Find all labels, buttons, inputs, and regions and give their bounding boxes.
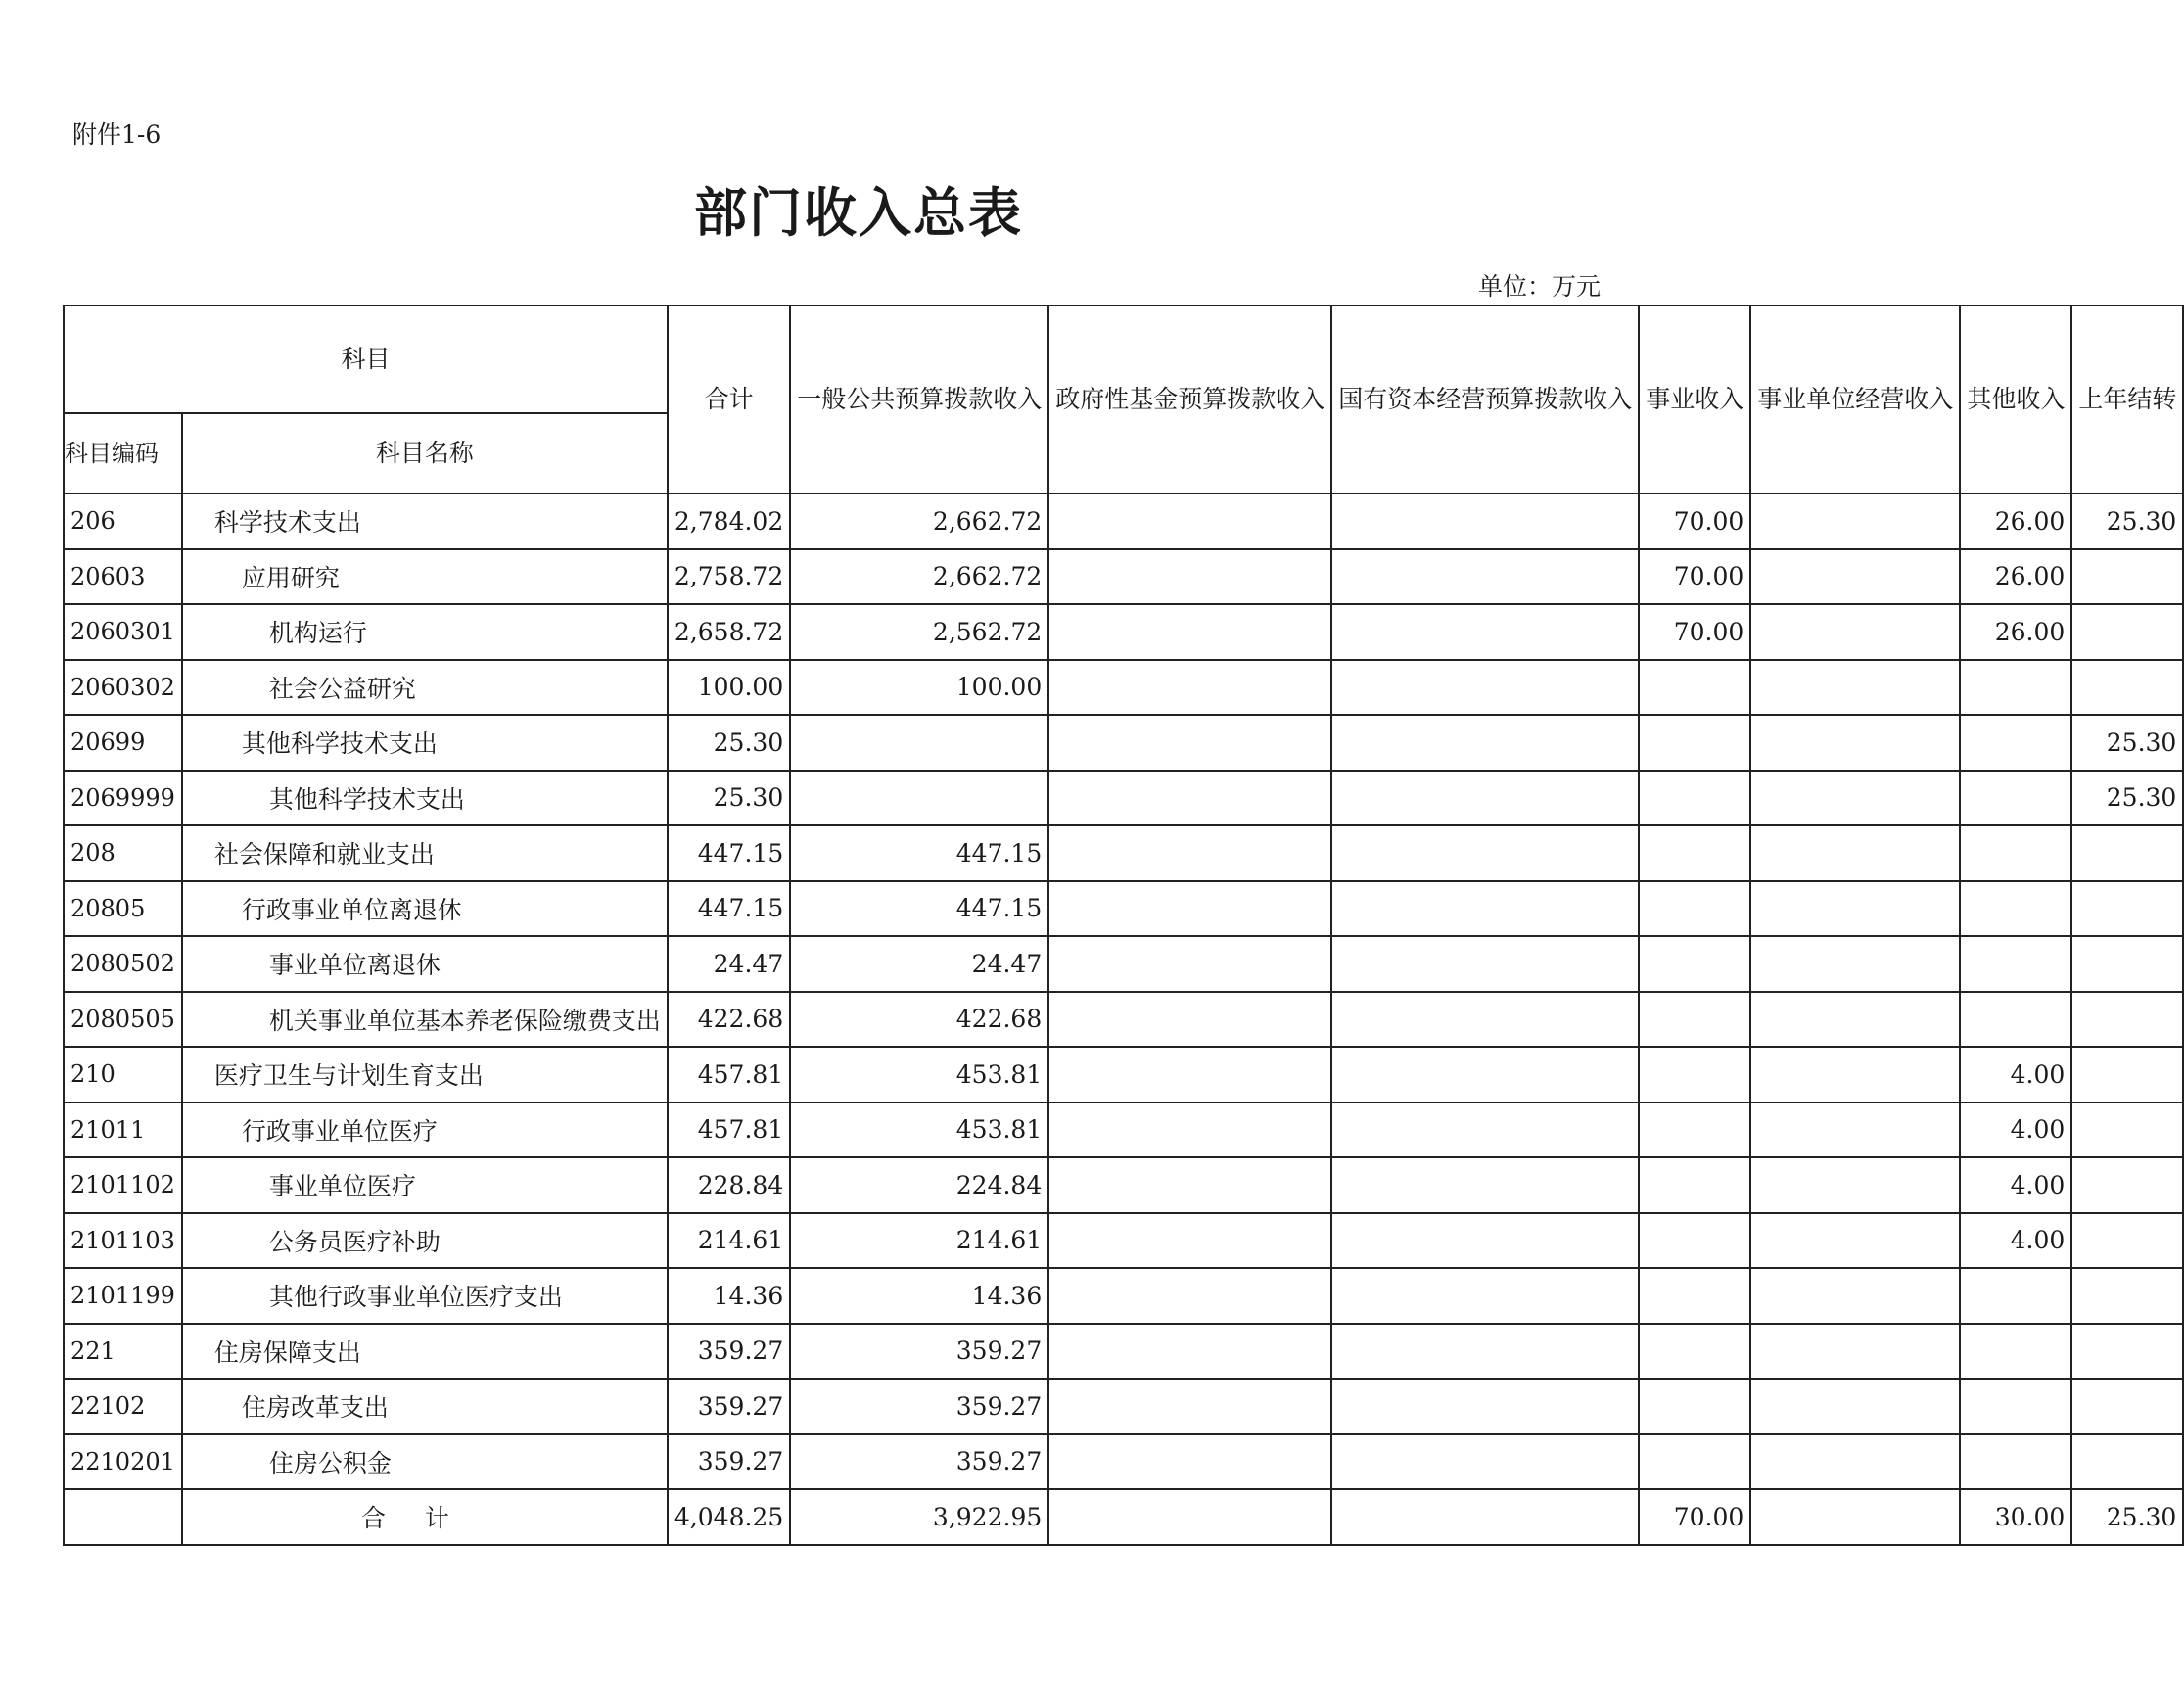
other-income-value bbox=[1960, 1324, 2071, 1380]
other-income-value: 26.00 bbox=[1960, 549, 2071, 605]
last-year-carryover-value bbox=[2071, 549, 2183, 605]
other-income-value: 4.00 bbox=[1960, 1213, 2071, 1269]
state-capital-budget-value bbox=[1331, 715, 1639, 771]
subject-name: 机构运行 bbox=[182, 604, 668, 660]
other-income-value bbox=[1960, 1268, 2071, 1324]
last-year-carryover-value bbox=[2071, 992, 2183, 1048]
state-capital-budget-value bbox=[1331, 992, 1639, 1048]
attachment-label: 附件1-6 bbox=[72, 120, 162, 149]
table-row bbox=[64, 1268, 2183, 1324]
general-public-budget-value: 2,562.72 bbox=[790, 604, 1048, 660]
general-public-budget-value: 359.27 bbox=[790, 1434, 1048, 1490]
government-fund-budget-value bbox=[1048, 1213, 1331, 1269]
unit-operating-income-value bbox=[1750, 604, 1960, 660]
business-income-value bbox=[1639, 1379, 1750, 1434]
state-capital-budget-value bbox=[1331, 1103, 1639, 1158]
government-fund-budget-value bbox=[1048, 660, 1331, 716]
table-row bbox=[64, 771, 2183, 826]
table-row bbox=[64, 1157, 2183, 1213]
business-income-value: 70.00 bbox=[1639, 493, 1750, 549]
total-value: 457.81 bbox=[668, 1047, 790, 1103]
government-fund-budget-value bbox=[1048, 992, 1331, 1048]
last-year-carryover-value: 25.30 bbox=[2071, 1489, 2183, 1545]
subject-name: 住房保障支出 bbox=[182, 1324, 668, 1380]
other-income-value: 4.00 bbox=[1960, 1103, 2071, 1158]
unit-operating-income-value bbox=[1750, 1324, 1960, 1380]
subject-name: 事业单位离退休 bbox=[182, 936, 668, 992]
subject-code: 221 bbox=[64, 1324, 182, 1380]
unit-label: 单位：万元 bbox=[1478, 272, 1602, 301]
unit-operating-income-value bbox=[1750, 771, 1960, 826]
government-fund-budget-value bbox=[1048, 1489, 1331, 1545]
total-value: 25.30 bbox=[668, 715, 790, 771]
total-value: 2,784.02 bbox=[668, 493, 790, 549]
total-value: 14.36 bbox=[668, 1268, 790, 1324]
last-year-carryover-value: 25.30 bbox=[2071, 715, 2183, 771]
subject-code: 2060301 bbox=[64, 604, 182, 660]
unit-operating-income-value bbox=[1750, 992, 1960, 1048]
business-income-value bbox=[1639, 715, 1750, 771]
other-income-value bbox=[1960, 992, 2071, 1048]
subject-name: 社会公益研究 bbox=[182, 660, 668, 716]
table-row bbox=[64, 1047, 2183, 1103]
government-fund-budget-value bbox=[1048, 936, 1331, 992]
last-year-carryover-value bbox=[2071, 1434, 2183, 1490]
general-public-budget-value: 422.68 bbox=[790, 992, 1048, 1048]
other-income-value bbox=[1960, 881, 2071, 937]
government-fund-budget-value bbox=[1048, 1047, 1331, 1103]
state-capital-budget-value bbox=[1331, 604, 1639, 660]
subject-name: 住房改革支出 bbox=[182, 1379, 668, 1434]
subject-name: 应用研究 bbox=[182, 549, 668, 605]
general-public-budget-value: 2,662.72 bbox=[790, 493, 1048, 549]
last-year-carryover-value: 25.30 bbox=[2071, 493, 2183, 549]
total-value: 100.00 bbox=[668, 660, 790, 716]
unit-operating-income-value bbox=[1750, 1379, 1960, 1434]
table-row bbox=[64, 493, 2183, 549]
subject-code: 20805 bbox=[64, 881, 182, 937]
total-value: 24.47 bbox=[668, 936, 790, 992]
general-public-budget-value: 447.15 bbox=[790, 881, 1048, 937]
unit-operating-income-value bbox=[1750, 1213, 1960, 1269]
government-fund-budget-value bbox=[1048, 1324, 1331, 1380]
business-income-value bbox=[1639, 936, 1750, 992]
general-public-budget-value: 453.81 bbox=[790, 1103, 1048, 1158]
unit-operating-income-value bbox=[1750, 1268, 1960, 1324]
government-fund-budget-value bbox=[1048, 604, 1331, 660]
unit-operating-income-value bbox=[1750, 825, 1960, 881]
general-public-budget-value: 359.27 bbox=[790, 1324, 1048, 1380]
subject-code: 2101199 bbox=[64, 1268, 182, 1324]
subject-name: 住房公积金 bbox=[182, 1434, 668, 1490]
government-fund-budget-value bbox=[1048, 771, 1331, 826]
business-income-value: 70.00 bbox=[1639, 549, 1750, 605]
general-public-budget-value: 214.61 bbox=[790, 1213, 1048, 1269]
subject-name: 其他科学技术支出 bbox=[182, 771, 668, 826]
other-income-value bbox=[1960, 936, 2071, 992]
unit-operating-income-value bbox=[1750, 881, 1960, 937]
header-government-fund-budget: 政府性基金预算拨款收入 bbox=[1048, 305, 1331, 493]
unit-operating-income-value bbox=[1750, 549, 1960, 605]
subject-name: 其他科学技术支出 bbox=[182, 715, 668, 771]
other-income-value bbox=[1960, 1434, 2071, 1490]
header-last-year-carryover: 上年结转 bbox=[2071, 305, 2183, 493]
total-row-label: 合计 bbox=[182, 1489, 668, 1545]
government-fund-budget-value bbox=[1048, 1434, 1331, 1490]
subject-code: 210 bbox=[64, 1047, 182, 1103]
subject-name: 行政事业单位医疗 bbox=[182, 1103, 668, 1158]
unit-operating-income-value bbox=[1750, 715, 1960, 771]
table-row bbox=[64, 604, 2183, 660]
subject-name: 行政事业单位离退休 bbox=[182, 881, 668, 937]
subject-code: 22102 bbox=[64, 1379, 182, 1434]
state-capital-budget-value bbox=[1331, 1157, 1639, 1213]
total-value: 4,048.25 bbox=[668, 1489, 790, 1545]
header-business-income: 事业收入 bbox=[1639, 305, 1750, 493]
unit-operating-income-value bbox=[1750, 936, 1960, 992]
general-public-budget-value: 453.81 bbox=[790, 1047, 1048, 1103]
business-income-value: 70.00 bbox=[1639, 1489, 1750, 1545]
header-unit-operating-income: 事业单位经营收入 bbox=[1750, 305, 1960, 493]
last-year-carryover-value bbox=[2071, 660, 2183, 716]
subject-name: 事业单位医疗 bbox=[182, 1157, 668, 1213]
subject-code: 20699 bbox=[64, 715, 182, 771]
unit-operating-income-value bbox=[1750, 1157, 1960, 1213]
general-public-budget-value: 14.36 bbox=[790, 1268, 1048, 1324]
state-capital-budget-value bbox=[1331, 1213, 1639, 1269]
state-capital-budget-value bbox=[1331, 1489, 1639, 1545]
general-public-budget-value: 100.00 bbox=[790, 660, 1048, 716]
last-year-carryover-value bbox=[2071, 604, 2183, 660]
total-value: 228.84 bbox=[668, 1157, 790, 1213]
header-state-capital-budget: 国有资本经营预算拨款收入 bbox=[1331, 305, 1639, 493]
business-income-value bbox=[1639, 1213, 1750, 1269]
general-public-budget-value: 359.27 bbox=[790, 1379, 1048, 1434]
government-fund-budget-value bbox=[1048, 825, 1331, 881]
other-income-value: 26.00 bbox=[1960, 493, 2071, 549]
unit-operating-income-value bbox=[1750, 660, 1960, 716]
table-row bbox=[64, 549, 2183, 605]
other-income-value: 26.00 bbox=[1960, 604, 2071, 660]
subject-name: 其他行政事业单位医疗支出 bbox=[182, 1268, 668, 1324]
last-year-carryover-value bbox=[2071, 881, 2183, 937]
table-row bbox=[64, 881, 2183, 937]
last-year-carryover-value: 25.30 bbox=[2071, 771, 2183, 826]
table-row bbox=[64, 1379, 2183, 1434]
subject-code: 20603 bbox=[64, 549, 182, 605]
government-fund-budget-value bbox=[1048, 1103, 1331, 1158]
table-row bbox=[64, 992, 2183, 1048]
state-capital-budget-value bbox=[1331, 1268, 1639, 1324]
total-value: 359.27 bbox=[668, 1324, 790, 1380]
header-subject-name: 科目名称 bbox=[182, 413, 668, 493]
total-row bbox=[64, 1489, 2183, 1545]
government-fund-budget-value bbox=[1048, 549, 1331, 605]
general-public-budget-value: 3,922.95 bbox=[790, 1489, 1048, 1545]
other-income-value: 4.00 bbox=[1960, 1157, 2071, 1213]
state-capital-budget-value bbox=[1331, 660, 1639, 716]
header-subject: 科目 bbox=[64, 305, 668, 413]
business-income-value bbox=[1639, 1047, 1750, 1103]
government-fund-budget-value bbox=[1048, 493, 1331, 549]
table-row bbox=[64, 1103, 2183, 1158]
general-public-budget-value: 24.47 bbox=[790, 936, 1048, 992]
header-general-public-budget: 一般公共预算拨款收入 bbox=[790, 305, 1048, 493]
government-fund-budget-value bbox=[1048, 715, 1331, 771]
general-public-budget-value bbox=[790, 771, 1048, 826]
subject-code: 21011 bbox=[64, 1103, 182, 1158]
general-public-budget-value: 224.84 bbox=[790, 1157, 1048, 1213]
business-income-value bbox=[1639, 771, 1750, 826]
total-row-code bbox=[64, 1489, 182, 1545]
last-year-carryover-value bbox=[2071, 1103, 2183, 1158]
subject-name: 公务员医疗补助 bbox=[182, 1213, 668, 1269]
government-fund-budget-value bbox=[1048, 1157, 1331, 1213]
total-value: 457.81 bbox=[668, 1103, 790, 1158]
total-value: 2,758.72 bbox=[668, 549, 790, 605]
business-income-value bbox=[1639, 1268, 1750, 1324]
business-income-value bbox=[1639, 825, 1750, 881]
unit-operating-income-value bbox=[1750, 1047, 1960, 1103]
state-capital-budget-value bbox=[1331, 549, 1639, 605]
total-value: 2,658.72 bbox=[668, 604, 790, 660]
table-row bbox=[64, 1213, 2183, 1269]
unit-operating-income-value bbox=[1750, 1103, 1960, 1158]
business-income-value bbox=[1639, 1157, 1750, 1213]
other-income-value: 30.00 bbox=[1960, 1489, 2071, 1545]
government-fund-budget-value bbox=[1048, 1379, 1331, 1434]
subject-code: 2101103 bbox=[64, 1213, 182, 1269]
subject-code: 2080502 bbox=[64, 936, 182, 992]
last-year-carryover-value bbox=[2071, 1213, 2183, 1269]
last-year-carryover-value bbox=[2071, 1268, 2183, 1324]
header-subject-code: 科目编码 bbox=[64, 413, 182, 493]
total-value: 359.27 bbox=[668, 1379, 790, 1434]
last-year-carryover-value bbox=[2071, 936, 2183, 992]
other-income-value bbox=[1960, 1379, 2071, 1434]
subject-code: 208 bbox=[64, 825, 182, 881]
last-year-carryover-value bbox=[2071, 1379, 2183, 1434]
business-income-value bbox=[1639, 1324, 1750, 1380]
state-capital-budget-value bbox=[1331, 771, 1639, 826]
business-income-value bbox=[1639, 881, 1750, 937]
unit-operating-income-value bbox=[1750, 493, 1960, 549]
unit-operating-income-value bbox=[1750, 1489, 1960, 1545]
subject-code: 2210201 bbox=[64, 1434, 182, 1490]
subject-name: 社会保障和就业支出 bbox=[182, 825, 668, 881]
state-capital-budget-value bbox=[1331, 1047, 1639, 1103]
government-fund-budget-value bbox=[1048, 881, 1331, 937]
last-year-carryover-value bbox=[2071, 1047, 2183, 1103]
total-value: 447.15 bbox=[668, 825, 790, 881]
state-capital-budget-value bbox=[1331, 1434, 1639, 1490]
business-income-value bbox=[1639, 992, 1750, 1048]
header-total: 合计 bbox=[668, 305, 790, 493]
total-value: 359.27 bbox=[668, 1434, 790, 1490]
unit-operating-income-value bbox=[1750, 1434, 1960, 1490]
state-capital-budget-value bbox=[1331, 1379, 1639, 1434]
state-capital-budget-value bbox=[1331, 825, 1639, 881]
table-row bbox=[64, 1434, 2183, 1490]
subject-code: 2101102 bbox=[64, 1157, 182, 1213]
subject-name: 医疗卫生与计划生育支出 bbox=[182, 1047, 668, 1103]
other-income-value bbox=[1960, 771, 2071, 826]
table-row bbox=[64, 660, 2183, 716]
state-capital-budget-value bbox=[1331, 1324, 1639, 1380]
state-capital-budget-value bbox=[1331, 936, 1639, 992]
total-value: 25.30 bbox=[668, 771, 790, 826]
business-income-value bbox=[1639, 1103, 1750, 1158]
page-title: 部门收入总表 bbox=[694, 181, 1023, 244]
total-value: 214.61 bbox=[668, 1213, 790, 1269]
table-row bbox=[64, 715, 2183, 771]
other-income-value: 4.00 bbox=[1960, 1047, 2071, 1103]
state-capital-budget-value bbox=[1331, 881, 1639, 937]
header-other-income: 其他收入 bbox=[1960, 305, 2071, 493]
business-income-value bbox=[1639, 1434, 1750, 1490]
business-income-value bbox=[1639, 660, 1750, 716]
general-public-budget-value: 447.15 bbox=[790, 825, 1048, 881]
other-income-value bbox=[1960, 715, 2071, 771]
state-capital-budget-value bbox=[1331, 493, 1639, 549]
other-income-value bbox=[1960, 660, 2071, 716]
income-summary-table bbox=[63, 305, 2184, 1546]
total-value: 422.68 bbox=[668, 992, 790, 1048]
table-row bbox=[64, 1324, 2183, 1380]
subject-code: 2060302 bbox=[64, 660, 182, 716]
government-fund-budget-value bbox=[1048, 1268, 1331, 1324]
last-year-carryover-value bbox=[2071, 825, 2183, 881]
other-income-value bbox=[1960, 825, 2071, 881]
last-year-carryover-value bbox=[2071, 1324, 2183, 1380]
subject-code: 2069999 bbox=[64, 771, 182, 826]
subject-name: 科学技术支出 bbox=[182, 493, 668, 549]
subject-code: 206 bbox=[64, 493, 182, 549]
total-value: 447.15 bbox=[668, 881, 790, 937]
table-row bbox=[64, 936, 2183, 992]
general-public-budget-value: 2,662.72 bbox=[790, 549, 1048, 605]
last-year-carryover-value bbox=[2071, 1157, 2183, 1213]
subject-code: 2080505 bbox=[64, 992, 182, 1048]
general-public-budget-value bbox=[790, 715, 1048, 771]
business-income-value: 70.00 bbox=[1639, 604, 1750, 660]
subject-name: 机关事业单位基本养老保险缴费支出 bbox=[182, 992, 668, 1048]
table-row bbox=[64, 825, 2183, 881]
